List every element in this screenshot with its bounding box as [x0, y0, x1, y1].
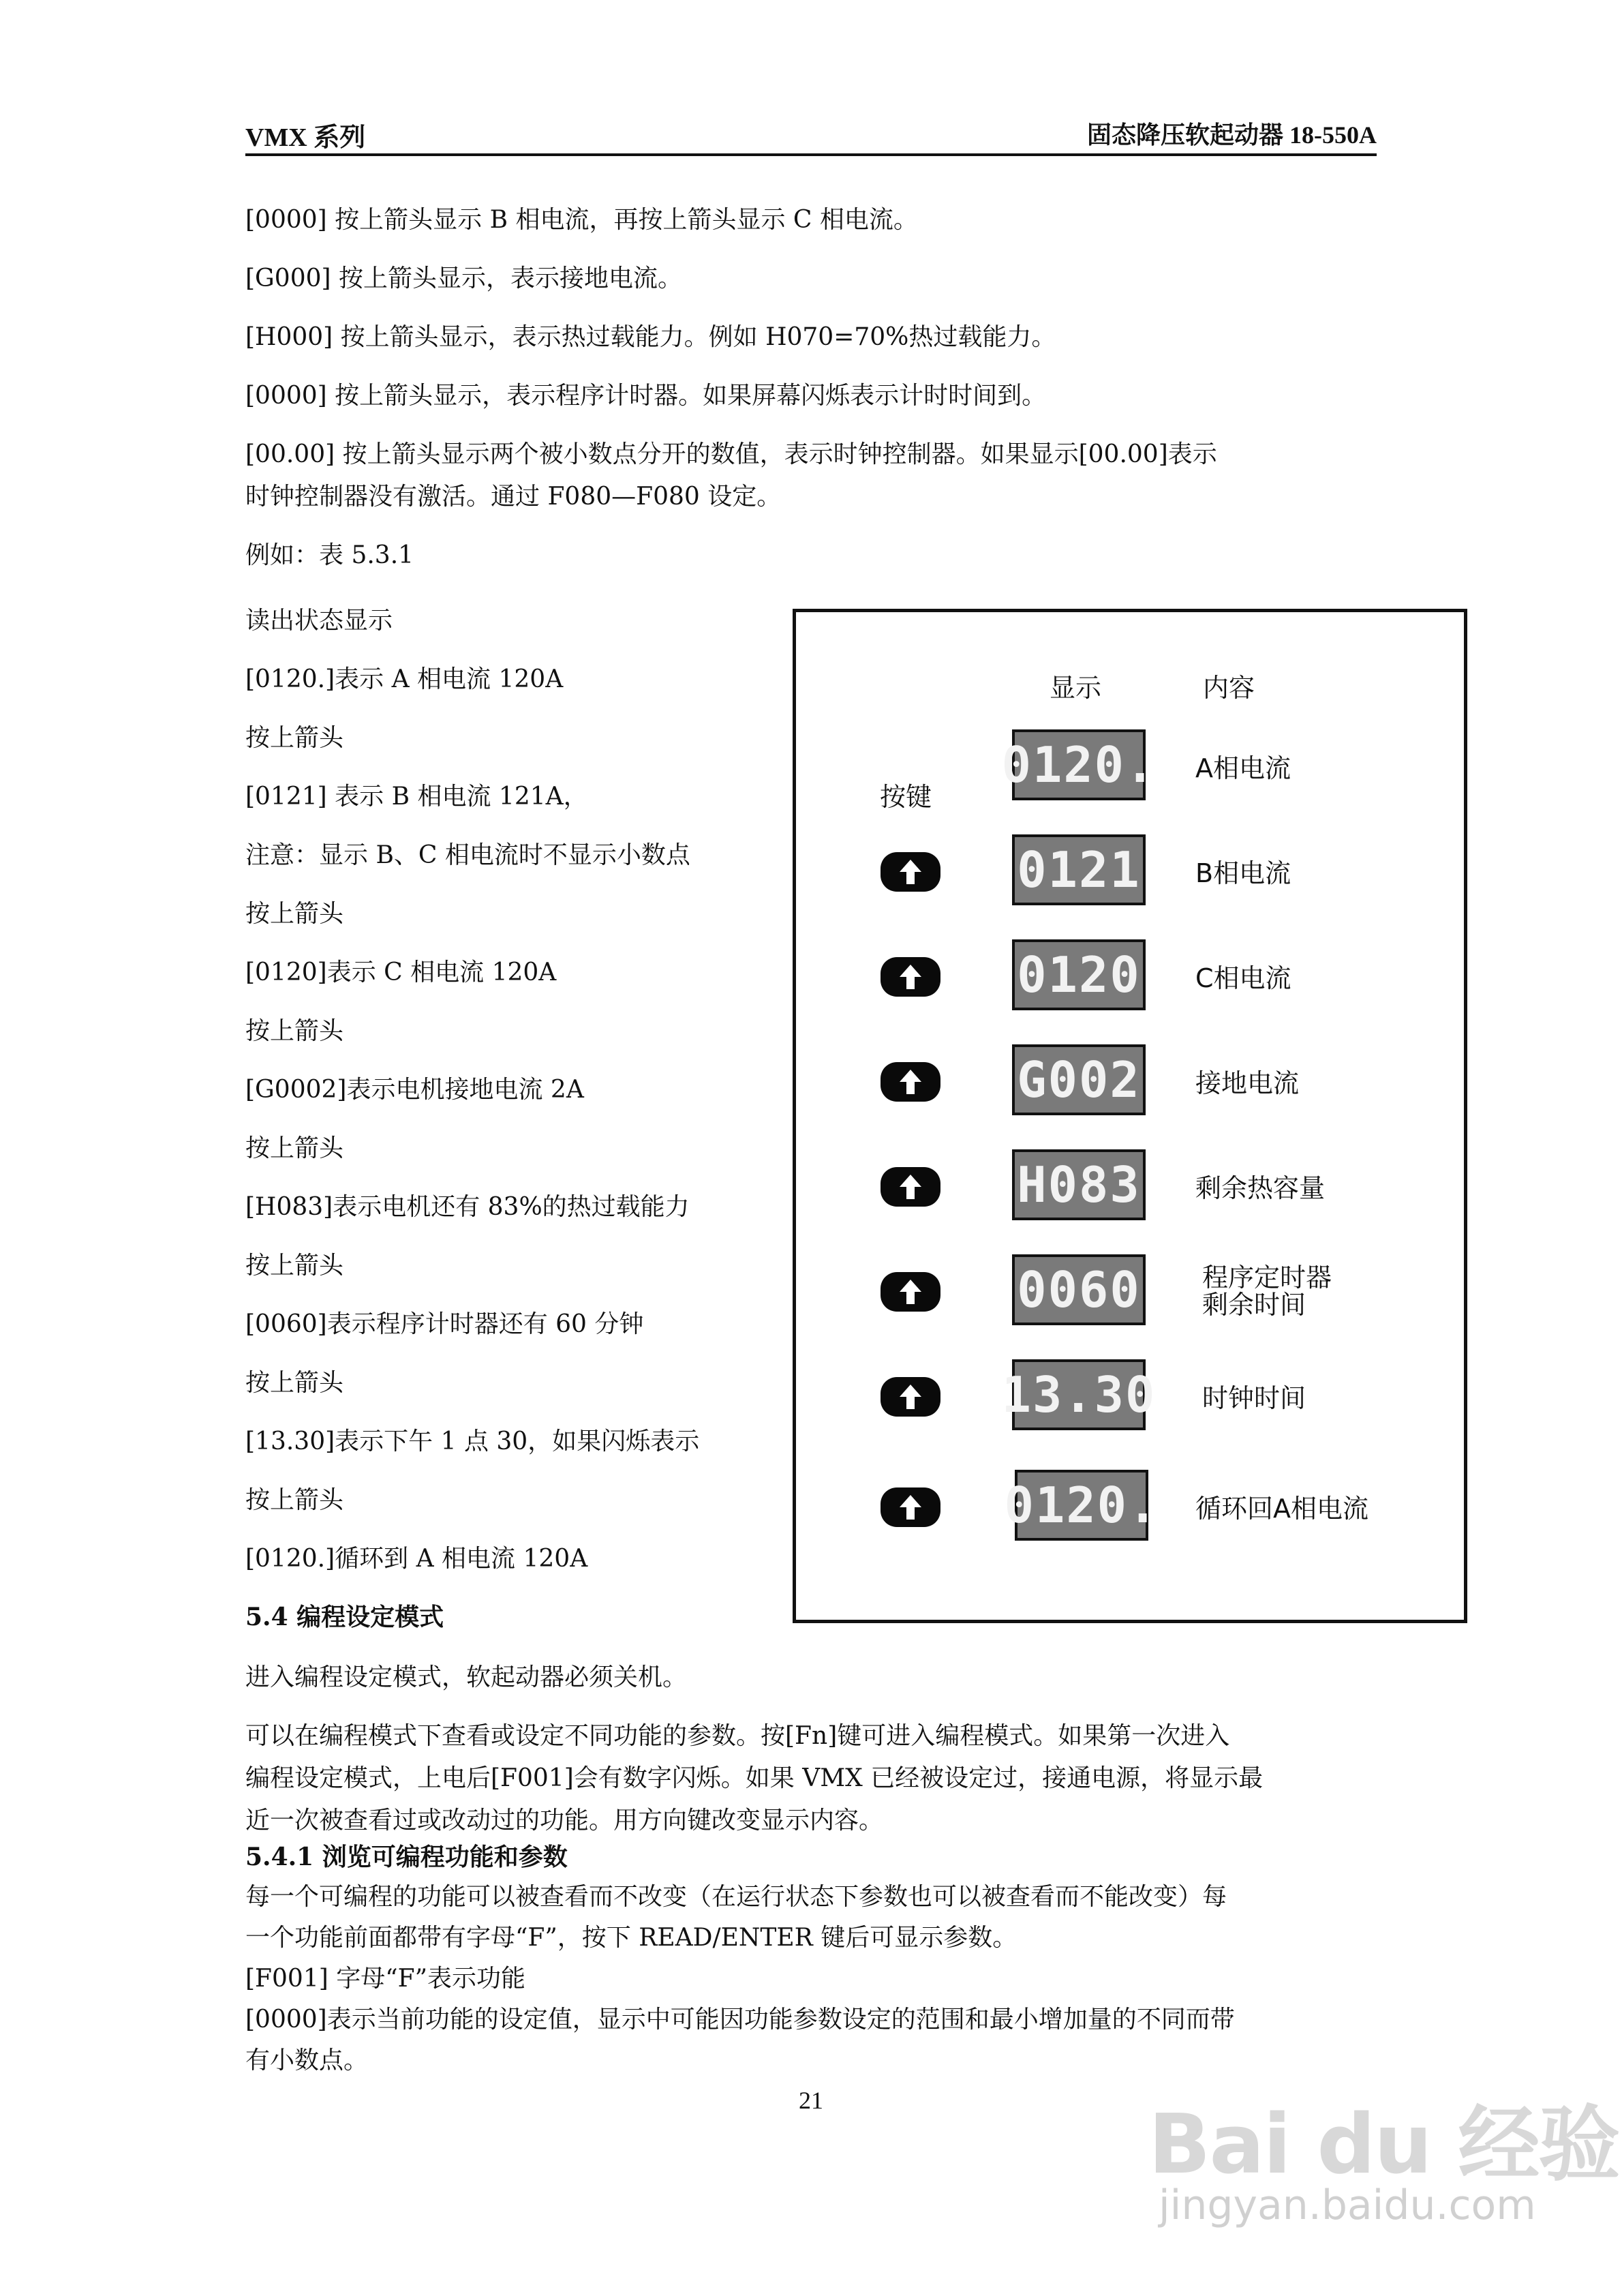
- section-heading: 5.4 编程设定模式: [245, 1603, 444, 1631]
- up-arrow-key-icon: [881, 1167, 940, 1207]
- lcd-display: H083: [1012, 1149, 1146, 1220]
- status-line: [0060]表示程序计时器还有 60 分钟: [245, 1310, 644, 1338]
- intro-line: 时钟控制器没有激活。通过 F080—F080 设定。: [245, 483, 782, 511]
- display-content-label-line2: 剩余时间: [1202, 1290, 1306, 1320]
- status-line: 读出状态显示: [245, 607, 393, 635]
- lcd-display: 0120.: [1012, 729, 1146, 800]
- display-content-label: 程序定时器: [1202, 1263, 1332, 1293]
- display-content-label: C相电流: [1195, 963, 1291, 993]
- status-line: [G0002]表示电机接地电流 2A: [245, 1076, 584, 1104]
- status-line: [0121] 表示 B 相电流 121A，: [245, 783, 588, 811]
- watermark-url: jingyan.baidu.com: [1159, 2181, 1536, 2229]
- status-line: 按上箭头: [245, 1486, 344, 1514]
- up-arrow-key-icon: [881, 957, 940, 997]
- subsection-line: 有小数点。: [245, 2046, 369, 2074]
- subsection-line: 一个功能前面都带有字母“F”，按下 READ/ENTER 键后可显示参数。: [245, 1924, 1017, 1952]
- section-paragraph: 进入编程设定模式，软起动器必须关机。: [245, 1663, 688, 1691]
- subsection-line: [F001] 字母“F”表示功能: [245, 1965, 526, 1993]
- status-line: [H083]表示电机还有 83%的热过载能力: [245, 1193, 690, 1221]
- lcd-display: 0120.: [1015, 1470, 1148, 1541]
- subsection-line: 每一个可编程的功能可以被查看而不改变（在运行状态下参数也可以被查看而不能改变）每: [245, 1883, 1227, 1911]
- status-line: 按上箭头: [245, 1017, 344, 1045]
- up-arrow-key-icon: [881, 1377, 940, 1417]
- status-line: 按上箭头: [245, 1252, 344, 1280]
- intro-line: [00.00] 按上箭头显示两个被小数点分开的数值，表示时钟控制器。如果显示[00.00]表示: [245, 440, 1217, 468]
- column-header-content: 内容: [1203, 673, 1255, 703]
- display-content-label: A相电流: [1195, 753, 1291, 783]
- intro-line: [G000] 按上箭头显示，表示接地电流。: [245, 265, 683, 292]
- header-series: VMX 系列: [245, 123, 366, 152]
- up-arrow-key-icon: [881, 1272, 940, 1312]
- display-content-label: 时钟时间: [1202, 1383, 1306, 1413]
- header-divider: [245, 153, 1377, 156]
- lcd-display: 0060: [1012, 1254, 1146, 1325]
- lcd-display: G002: [1012, 1044, 1146, 1115]
- status-line: [13.30]表示下午 1 点 30，如果闪烁表示: [245, 1428, 700, 1455]
- subsection-line: [0000]表示当前功能的设定值，显示中可能因功能参数设定的范围和最小增加量的不同而带: [245, 2006, 1235, 2034]
- status-line: [0120.]表示 A 相电流 120A: [245, 665, 564, 693]
- display-content-label: 剩余热容量: [1195, 1173, 1326, 1203]
- section-paragraph-line: 近一次被查看过或改动过的功能。用方向键改变显示内容。: [245, 1807, 884, 1834]
- display-sequence-figure: [793, 609, 1467, 1623]
- header-product: 固态降压软起动器 18-550A: [1087, 121, 1377, 149]
- section-paragraph-line: 可以在编程模式下查看或设定不同功能的参数。按[Fn]键可进入编程模式。如果第一次进入: [245, 1722, 1230, 1750]
- display-content-label: 循环回A相电流: [1195, 1494, 1368, 1524]
- intro-line: [0000] 按上箭头显示，表示程序计时器。如果屏幕闪烁表示计时时间到。: [245, 382, 1047, 410]
- status-line: 按上箭头: [245, 1134, 344, 1162]
- lcd-display: 0121: [1012, 834, 1146, 905]
- display-content-label: 接地电流: [1195, 1068, 1300, 1098]
- up-arrow-key-icon: [881, 852, 940, 892]
- display-content-label: B相电流: [1195, 858, 1291, 888]
- up-arrow-key-icon: [881, 1062, 940, 1102]
- column-header-key: 按键: [880, 782, 932, 812]
- intro-line: [0000] 按上箭头显示 B 相电流，再按上箭头显示 C 相电流。: [245, 206, 918, 234]
- lcd-display: 13.30: [1012, 1359, 1146, 1430]
- status-line: 按上箭头: [245, 900, 344, 928]
- page-number: 21: [799, 2087, 823, 2114]
- status-line: 按上箭头: [245, 1369, 344, 1397]
- example-caption: 例如：表 5.3.1: [245, 541, 414, 569]
- section-paragraph-line: 编程设定模式，上电后[F001]会有数字闪烁。如果 VMX 已经被设定过，接通电源，将显示最: [245, 1764, 1264, 1792]
- status-line: [0120]表示 C 相电流 120A: [245, 958, 557, 986]
- status-line: 按上箭头: [245, 724, 344, 752]
- lcd-display: 0120: [1012, 939, 1146, 1010]
- watermark-logo: Bai du 经验: [1148, 2098, 1619, 2192]
- up-arrow-key-icon: [881, 1487, 940, 1527]
- subsection-heading: 5.4.1 浏览可编程功能和参数: [245, 1843, 568, 1871]
- status-line: [0120.]循环到 A 相电流 120A: [245, 1545, 588, 1573]
- status-note: 注意：显示 B、C 相电流时不显示小数点: [245, 841, 690, 869]
- intro-line: [H000] 按上箭头显示，表示热过载能力。例如 H070=70%热过载能力。: [245, 323, 1056, 351]
- column-header-display: 显示: [1050, 673, 1102, 703]
